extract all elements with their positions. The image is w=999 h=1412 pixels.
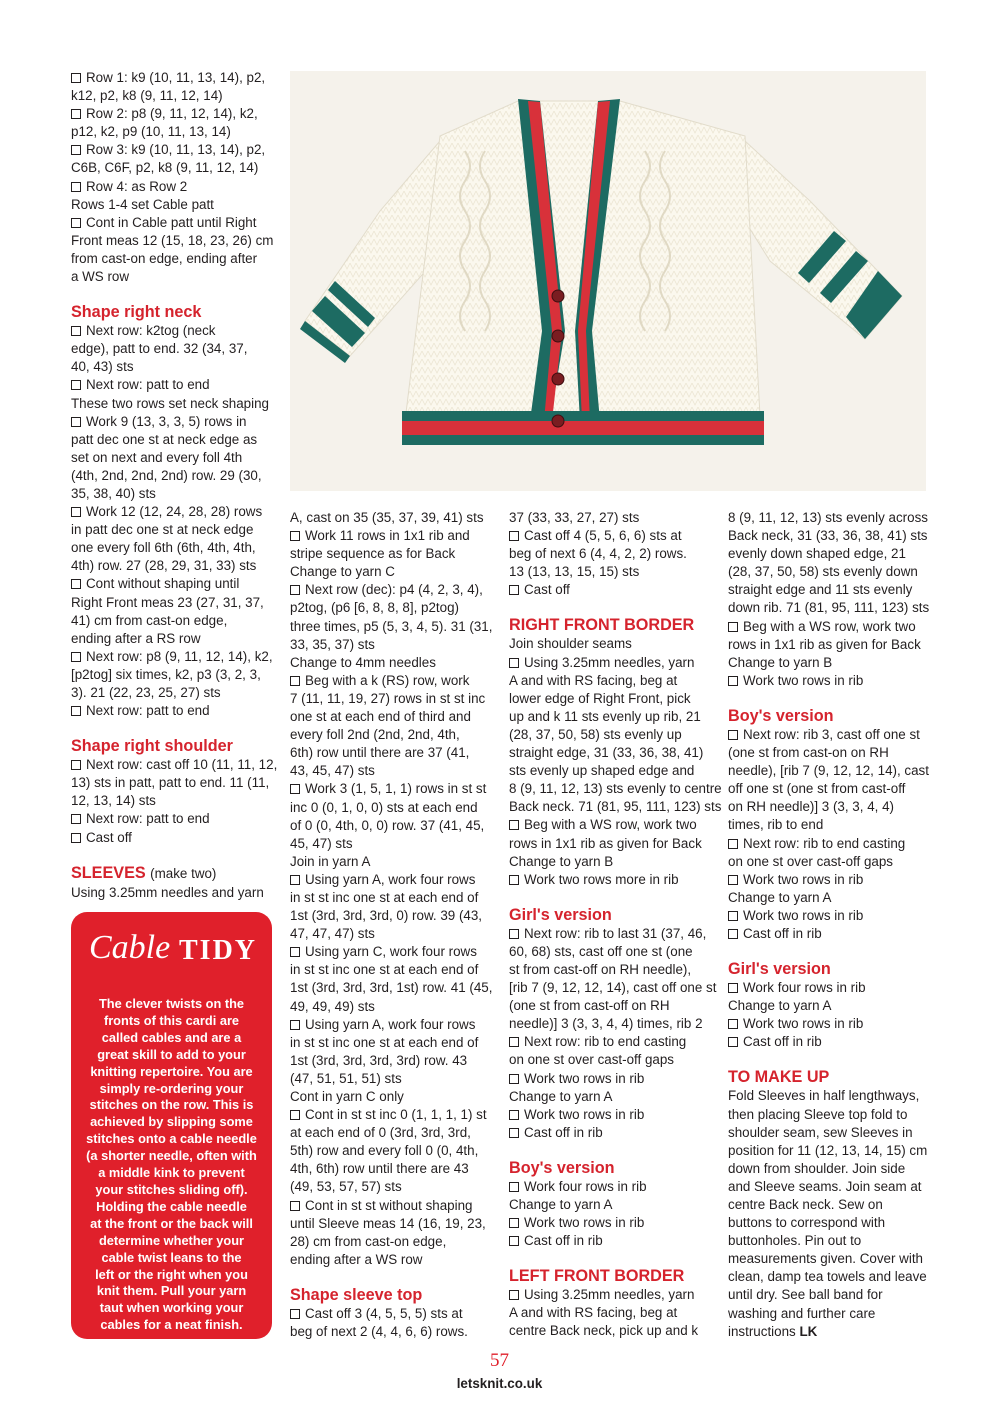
step: Work 3 (1, 5, 1, 1) rows in st st inc 0 (0, 1, 0, 0) sts at each end of 0 (0, 4th, 0, 0) row. 37 (41, 45, 45, 47) sts — [290, 781, 487, 851]
text: Change to yarn B — [509, 853, 614, 869]
heading-to-make-up: TO MAKE UP — [728, 1068, 830, 1087]
step: Next row: rib to last 31 (37, 46, 60, 68) sts, cast off one st (one st from cast-off on RH needle), [rib 7 (9, 12, 12, 14), cast off one st (one st from cast-off on RH needle)] 3 (3, 3, 4, 4) times, rib 2 — [509, 925, 717, 1032]
step: Next row: patt to end — [71, 702, 281, 720]
step: Cast off in rib — [728, 1033, 943, 1051]
text: Change to 4mm needles — [290, 654, 436, 670]
step-row1: Row 1: k9 (10, 11, 13, 14), p2, k12, p2, k8 (9, 11, 12, 14) — [71, 70, 266, 104]
checkbox[interactable] — [71, 814, 81, 824]
step: Work two rows in rib — [728, 1015, 943, 1033]
heading-sleeves: SLEEVES (make two) — [71, 863, 217, 882]
text: Change to yarn A — [728, 998, 832, 1014]
checkbox[interactable] — [728, 839, 738, 849]
make-up-text — [728, 1087, 943, 1322]
step-row4: Row 4: as Row 2 — [71, 178, 281, 196]
checkbox[interactable] — [728, 983, 738, 993]
step: Cont without shaping until Right Front meas 23 (27, 31, 37, 41) cm from cast-on edge, ending after a RS row — [71, 576, 264, 646]
tip-line: cable twist leans to the — [101, 1249, 242, 1265]
tip-line: taut when working your — [99, 1300, 244, 1316]
heading-right-front-border: RIGHT FRONT BORDER — [509, 616, 695, 635]
checkbox[interactable] — [728, 929, 738, 939]
make-up-line: buttons to correspond with — [728, 1215, 886, 1231]
checkbox[interactable] — [71, 652, 81, 662]
step: Next row: rib to end casting on one st over cast-off gaps — [728, 835, 906, 869]
checkbox[interactable] — [509, 1110, 519, 1120]
step: Work two rows in rib — [509, 1070, 719, 1088]
step: Next row: patt to end — [71, 376, 281, 394]
checkbox[interactable] — [290, 1110, 300, 1120]
make-up-line: washing and further care — [728, 1305, 876, 1321]
tip-line: great skill to add to your — [97, 1046, 246, 1062]
make-up-line: buttonholes. Pin out to — [728, 1233, 862, 1249]
step: Using 3.25mm needles, yarn A and with RS facing, beg at centre Back neck, pick up and k — [509, 1287, 699, 1339]
text: A, cast on 35 (35, 37, 39, 41) sts — [290, 510, 484, 525]
checkbox[interactable] — [290, 1020, 300, 1030]
step: Work two rows in rib — [728, 672, 943, 690]
checkbox[interactable] — [290, 585, 300, 595]
make-up-line: then placing Sleeve top fold to — [728, 1106, 908, 1122]
checkbox[interactable] — [71, 73, 81, 83]
step: Work four rows in rib — [728, 979, 943, 997]
heading-boys-version: Boy's version — [509, 1158, 615, 1177]
website: letsknit.co.uk — [456, 1376, 543, 1391]
checkbox[interactable] — [290, 531, 300, 541]
step: Work two rows in rib — [509, 1214, 719, 1232]
make-up-line: and Sleeve seams. Join seam at — [728, 1178, 922, 1194]
text: Change to yarn A — [509, 1197, 613, 1212]
step: Work two rows in rib — [509, 1106, 719, 1124]
column-4 — [728, 509, 943, 1341]
checkbox[interactable] — [509, 1236, 519, 1246]
tip-line: Holding the cable needle — [96, 1198, 247, 1214]
tip-title — [87, 922, 257, 972]
checkbox[interactable] — [290, 947, 300, 957]
checkbox[interactable] — [728, 1037, 738, 1047]
step-row2: Row 2: p8 (9, 11, 12, 14), k2, p12, k2, p9 (10, 11, 13, 14) — [71, 106, 258, 140]
heading-shape-sleeve-top: Shape sleeve top — [290, 1285, 423, 1304]
step: Cast off — [509, 581, 719, 599]
checkbox[interactable] — [509, 1218, 519, 1228]
make-up-line: clean, damp tea towels and leave — [728, 1269, 927, 1285]
checkbox[interactable] — [509, 875, 519, 885]
step: Cast off in rib — [509, 1232, 719, 1250]
tip-line: knit them. Pull your yarn — [96, 1283, 247, 1299]
tip-line: knitting repertoire. You are — [90, 1063, 253, 1079]
text: Join shoulder seams — [509, 636, 632, 652]
checkbox[interactable] — [71, 109, 81, 119]
step: Work 9 (13, 3, 3, 5) rows in patt dec one st at neck edge as set on next and every foll 4th (4th, 2nd, 2nd, 2nd) row. 29 (30, 35, 38, 40) sts — [71, 413, 262, 501]
cable-tidy-tip-box — [71, 912, 272, 1339]
step: Work four rows in rib — [509, 1178, 719, 1196]
checkbox[interactable] — [71, 760, 81, 770]
step: Next row: cast off 10 (11, 11, 12, 13) sts in patt, patt to end. 11 (11, 12, 13, 14) sts — [71, 757, 278, 809]
checkbox[interactable] — [509, 1290, 519, 1300]
cardigan-illustration — [290, 71, 926, 491]
checkbox[interactable] — [509, 658, 519, 668]
checkbox[interactable] — [728, 622, 738, 632]
make-up-line: Fold Sleeves in half lengthways, — [728, 1088, 920, 1104]
tip-title-word: TIDY — [179, 935, 257, 966]
tip-line: simply re-ordering your — [99, 1080, 244, 1096]
step: Using yarn C, work four rows in st st inc one st at each end of 1st (3rd, 3rd, 3rd, 1st) row. 41 (45, 49, 49, 49) sts — [290, 944, 493, 1014]
tip-line: fronts of this cardi are — [103, 1012, 240, 1028]
step: Cast off in rib — [728, 925, 943, 943]
step: Using yarn A, work four rows in st st inc one st at each end of 1st (3rd, 3rd, 3rd, 0) row. 39 (43, 47, 47, 47) sts — [290, 871, 483, 942]
tip-body — [83, 996, 260, 1334]
tip-line: achieved by slipping some — [90, 1114, 253, 1130]
step: Cast off 4 (5, 5, 6, 6) sts at beg of next 6 (4, 4, 2, 2) rows. 13 (13, 13, 15, 15) sts — [509, 528, 687, 580]
tip-line: your stitches sliding off). — [95, 1181, 248, 1197]
step: Using yarn A, work four rows in st st inc one st at each end of 1st (3rd, 3rd, 3rd, 3rd) row. 43 (47, 51, 51, 51) sts — [290, 1016, 479, 1086]
checkbox[interactable] — [290, 784, 300, 794]
step: Next row: patt to end — [71, 810, 281, 828]
make-up-line: centre Back neck. Sew on — [728, 1197, 883, 1212]
step: Beg with a k (RS) row, work 7 (11, 11, 19, 27) rows in st st inc one st at each end of third and every foll 2nd (2nd, 2nd, 4th, 6th) row until there are 37 (41, 43, 45, 47) sts — [290, 672, 486, 779]
checkbox[interactable] — [728, 730, 738, 740]
checkbox[interactable] — [509, 531, 519, 541]
heading-girls-version: Girl's version — [728, 960, 831, 979]
step: Cast off 3 (4, 5, 5, 5) sts at beg of next 2 (4, 4, 6, 6) rows. — [290, 1305, 468, 1340]
checkbox[interactable] — [509, 1182, 519, 1192]
checkbox[interactable] — [71, 417, 81, 427]
tip-line: left or the right when you — [95, 1266, 248, 1282]
checkbox[interactable] — [509, 1128, 519, 1138]
heading-shape-right-neck: Shape right neck — [71, 303, 202, 322]
checkbox[interactable] — [728, 875, 738, 885]
text: These two rows set neck shaping — [71, 395, 269, 411]
step: Work 12 (12, 24, 28, 28) rows in patt dec one st at neck edge one every foll 6th (6th, 4th, 4th, 4th) row. 27 (28, 29, 31, 33) sts — [71, 504, 263, 574]
checkbox[interactable] — [728, 911, 738, 921]
tip-line: (a shorter needle, often with — [86, 1148, 257, 1164]
tip-line: The clever twists on the — [98, 996, 245, 1011]
checkbox[interactable] — [728, 1019, 738, 1029]
checkbox[interactable] — [71, 218, 81, 228]
checkbox[interactable] — [71, 706, 81, 716]
checkbox[interactable] — [290, 676, 300, 686]
checkbox[interactable] — [71, 507, 81, 517]
step: Next row (dec): p4 (4, 2, 3, 4), p2tog, (p6 [6, 8, 8, 8], p2tog) three times, p5 (5, 3, 4, 5). 31 (31, 33, 35, 37) sts — [290, 582, 493, 652]
step: Cont in st st without shaping until Sleeve meas 14 (16, 19, 23, 28) cm from cast-on edge, ending after a WS row — [290, 1197, 486, 1267]
step: Work two rows in rib — [728, 871, 943, 889]
make-up-line: down from shoulder. Join side — [728, 1160, 906, 1176]
tip-line: stitches onto a cable needle — [86, 1131, 257, 1147]
checkbox[interactable] — [509, 1074, 519, 1084]
checkbox[interactable] — [71, 579, 81, 589]
page-number: 57 — [490, 1350, 509, 1371]
text: 37 (33, 33, 27, 27) sts — [509, 510, 640, 525]
checkbox[interactable] — [71, 380, 81, 390]
checkbox[interactable] — [71, 145, 81, 155]
text: Change to yarn C — [290, 564, 395, 580]
tip-line: at the front or the back will — [90, 1215, 253, 1231]
make-up-line: position for 11 (12, 13, 14, 15) cm — [728, 1142, 928, 1158]
make-up-last-line: instructions LK — [728, 1323, 818, 1339]
checkbox[interactable] — [290, 875, 300, 885]
tip-line: a middle kink to prevent — [98, 1165, 245, 1181]
step: Using 3.25mm needles, yarn A and with RS facing, beg at lower edge of Right Front, pick up and k 11 sts evenly up rib, 21 (28, 37, 50, 58) sts evenly up straight edge, 31 (33, 36, 38, 41) sts evenly up shaped edge and 8 (9, 11, 12, 13) sts evenly to centre Back neck. 71 (81, 95, 111, 123) sts — [509, 654, 722, 815]
text-rows-set: Rows 1-4 set Cable patt — [71, 196, 214, 212]
tip-line: cables for a neat finish. — [100, 1317, 243, 1333]
make-up-line: until dry. See ball band for — [728, 1287, 883, 1303]
text: Using 3.25mm needles and yarn — [71, 884, 264, 900]
checkbox[interactable] — [290, 1201, 300, 1211]
checkbox[interactable] — [290, 1309, 300, 1319]
make-up-line: shoulder seam, sew Sleeves in — [728, 1124, 913, 1140]
tip-line: determine whether your — [98, 1232, 245, 1248]
text: 8 (9, 11, 12, 13) sts evenly across Back neck, 31 (33, 36, 38, 41) sts evenly down shaped edge, 21 (28, 37, 50, 58) sts evenly down straight edge and 11 sts evenly down rib. 71 (81, 95, 111, 123) sts — [728, 510, 930, 616]
heading-girls-version: Girl's version — [509, 905, 612, 924]
tip-line: stitches on the row. This is — [89, 1097, 254, 1113]
text: Change to yarn A — [728, 889, 832, 905]
heading-boys-version: Boy's version — [728, 706, 834, 725]
tip-title-script: Cable — [89, 929, 171, 966]
step: Next row: k2tog (neck edge), patt to end. 32 (34, 37, 40, 43) sts — [71, 323, 248, 375]
tip-title-lettering — [87, 922, 257, 972]
checkbox[interactable] — [509, 585, 519, 595]
step: Cast off — [71, 829, 281, 847]
step: Next row: rib 3, cast off one st (one st from cast-on on RH needle), [rib 7 (9, 12, 12, 14), cast off one st (one st from cast-off on RH needle)] 3 (3, 3, 4, 4) times, rib to end — [728, 726, 929, 833]
column-1 — [71, 69, 281, 902]
heading-shape-right-shoulder: Shape right shoulder — [71, 737, 233, 756]
text: Change to yarn A — [509, 1088, 613, 1104]
step: Beg with a WS row, work two rows in 1x1 rib as given for Back — [728, 618, 921, 652]
step: Work 11 rows in 1x1 rib and stripe sequence as for Back — [290, 528, 470, 562]
step: Beg with a WS row, work two rows in 1x1 rib as given for Back — [509, 817, 702, 851]
checkbox[interactable] — [728, 676, 738, 686]
step: Cast off in rib — [509, 1124, 719, 1142]
text: Join in yarn A — [290, 853, 371, 869]
column-3 — [509, 509, 722, 1341]
step: Work two rows in rib — [728, 907, 943, 925]
step-row3: Row 3: k9 (10, 11, 13, 14), p2, C6B, C6F, p2, k8 (9, 11, 12, 14) — [71, 142, 266, 176]
step: Next row: p8 (9, 11, 12, 14), k2, [p2tog] six times, k2, p3 (3, 2, 3, 3). 21 (22, 23, 25, 27) sts — [71, 648, 273, 700]
step: Cont in st st inc 0 (1, 1, 1, 1) st at each end of 0 (3rd, 3rd, 3rd, 5th) row and every foll 0 (0, 4th, 4th, 6th) row until there are 43 (49, 53, 57, 57) sts — [290, 1107, 487, 1195]
cardigan-photo — [290, 71, 926, 491]
checkbox[interactable] — [71, 326, 81, 336]
heading-left-front-border: LEFT FRONT BORDER — [509, 1267, 685, 1286]
step: Work two rows more in rib — [509, 871, 719, 889]
make-up-line: measurements given. Cover with — [728, 1251, 923, 1267]
signoff: LK — [799, 1323, 818, 1339]
checkbox[interactable] — [509, 820, 519, 830]
tip-line: called cables and are a — [101, 1029, 242, 1045]
checkbox[interactable] — [71, 833, 81, 843]
column-2 — [290, 509, 500, 1341]
checkbox[interactable] — [509, 1037, 519, 1047]
step: Next row: rib to end casting on one st over cast-off gaps — [509, 1034, 687, 1068]
text: Change to yarn B — [728, 654, 833, 670]
text: Cont in yarn C only — [290, 1089, 404, 1104]
checkbox[interactable] — [509, 929, 519, 939]
step-cont: Cont in Cable patt until Right Front meas 12 (15, 18, 23, 26) cm from cast-on edge, ending after a WS row — [71, 214, 274, 285]
checkbox[interactable] — [71, 182, 81, 192]
